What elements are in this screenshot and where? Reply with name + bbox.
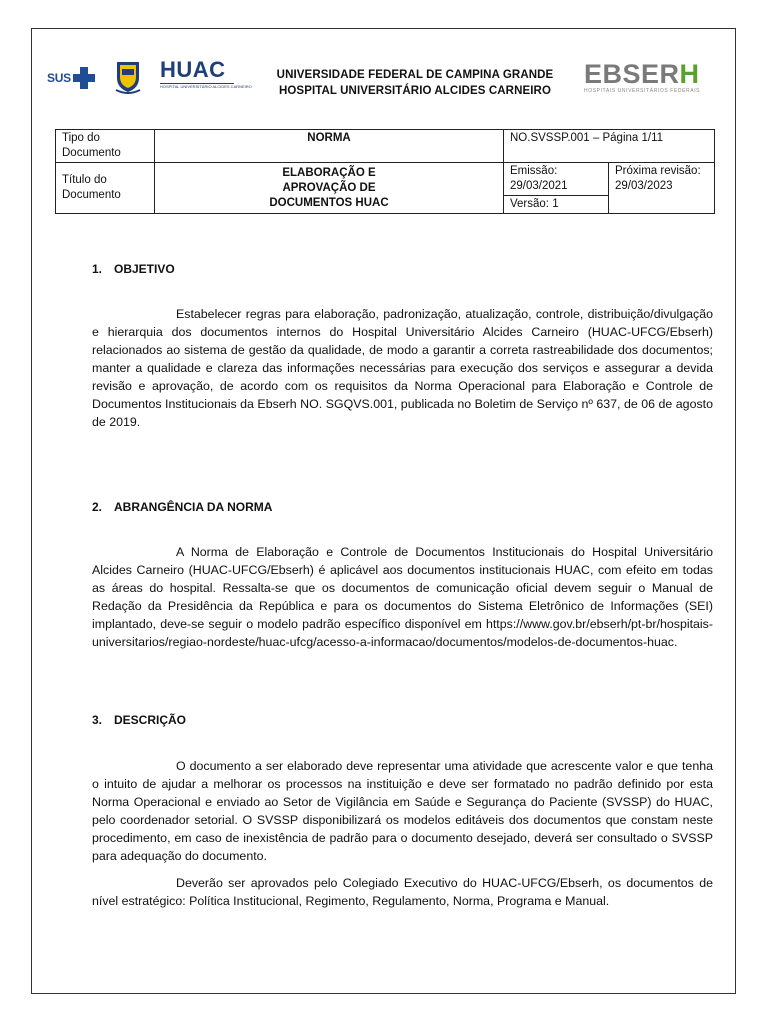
doc-type-value: NORMA — [155, 130, 504, 163]
institution-header — [250, 67, 580, 99]
version: Versão: 1 — [504, 196, 609, 214]
doc-type-label: Tipo do Documento — [56, 130, 155, 163]
section-paragraph: A Norma de Elaboração e Controle de Documentos Institucionais do Hospital Universitário Alcides Carneiro (HUAC-UFCG/Ebserh) é aplicável aos documentos institucionais HUAC, com efeito em todas as áreas do hospital. Ressalta-se que os documentos de comunicação oficial devem seguir o Manual de Redação da Presidência da República e para os documentos do Sistema Eletrônico de Informações (SEI) implantado, deve-se seguir o modelo padrão específico disponível em https://www.gov.br/ebserh/pt-br/hospitais-universitarios/regiao-nordeste/huac-ufcg/acesso-a-informacao/documentos/modelos-de-documentos-huac. — [92, 545, 713, 649]
section-number: 3. — [92, 713, 103, 727]
ebserh-logo-h: H — [679, 59, 700, 89]
document-control-table — [55, 129, 715, 214]
sus-logo — [47, 64, 95, 92]
title-label: Título do Documento — [56, 163, 155, 214]
section-title: DESCRIÇÃO — [114, 713, 187, 727]
ebserh-logo — [584, 60, 714, 96]
section-paragraph: Estabelecer regras para elaboração, padronização, atualização, controle, distribuição/divulgação e hierarquia dos documentos internos do Hospital Universitário Alcides Carneiro (HUAC-UFCG/Ebserh) relacionados ao sistema de gestão da qualidade, de modo a garantir a correta rastreabilidade dos documentos; manter a qualidade e clareza das informações necessárias para execução dos serviços e assegurar a devida revisão e aprovação, de acordo com os requisitos da Norma Operacional para Elaboração e Controle de Documentos Institucionais da Ebserh NO. SGQVS.001, publicada no Boletim de Serviço nº 637, de 06 de agosto de 2019. — [92, 307, 713, 429]
sus-cross-icon — [73, 67, 95, 89]
ebserh-logo-text — [584, 60, 714, 88]
huac-logo-text: HUAC — [160, 57, 226, 82]
section-title: OBJETIVO — [114, 262, 175, 276]
section-paragraph: O documento a ser elaborado deve representar uma atividade que acrescente valor e que tenha o intuito de ajudar a melhorar os processos na instituição e deve ser formatado no padrão definido por esta Norma Operacional e enviado ao Setor de Vigilância em Saúde e Segurança do Paciente (SVSSP) do HUAC, pelo coordenador setorial. O SVSSP disponibilizará os modelos editáveis dos documentos que constam neste procedimento, em caso de inexistência de padrão para o documento desejado, deverá ser consultado o SVSSP para adequação do documento. — [92, 759, 713, 863]
section-heading — [92, 713, 186, 727]
ebserh-logo-tagline: HOSPITAIS UNIVERSITÁRIOS FEDERAIS — [584, 88, 701, 94]
hospital-name: HOSPITAL UNIVERSITÁRIO ALCIDES CARNEIRO — [278, 85, 552, 97]
next-revision: Próxima revisão: 29/03/2023 — [609, 163, 715, 214]
ebserh-logo-main: EBSER — [584, 59, 680, 89]
section-heading — [92, 500, 272, 514]
doc-code: NO.SVSSP.001 – Página 1/11 — [504, 130, 715, 163]
section-paragraph: Deverão ser aprovados pelo Colegiado Executivo do HUAC-UFCG/Ebserh, os documentos de nível estratégico: Política Institucional, Regimento, Regulamento, Norma, Programa e Manual. — [92, 876, 713, 908]
section-heading — [92, 262, 175, 276]
emission-date: Emissão: 29/03/2021 — [504, 163, 609, 196]
huac-logo — [160, 57, 252, 89]
sus-label: SUS — [47, 71, 71, 85]
ufcg-crest-icon — [113, 60, 143, 94]
doc-title: ELABORAÇÃO E APROVAÇÃO DE DOCUMENTOS HUAC — [155, 163, 504, 214]
university-name: UNIVERSIDADE FEDERAL DE CAMPINA GRANDE — [276, 69, 554, 81]
huac-logo-tagline: HOSPITAL UNIVERSITÁRIO ALCIDES CARNEIRO — [160, 84, 252, 89]
section-number: 2. — [92, 500, 103, 514]
section-number: 1. — [92, 262, 103, 276]
section-title: ABRANGÊNCIA DA NORMA — [114, 500, 273, 514]
